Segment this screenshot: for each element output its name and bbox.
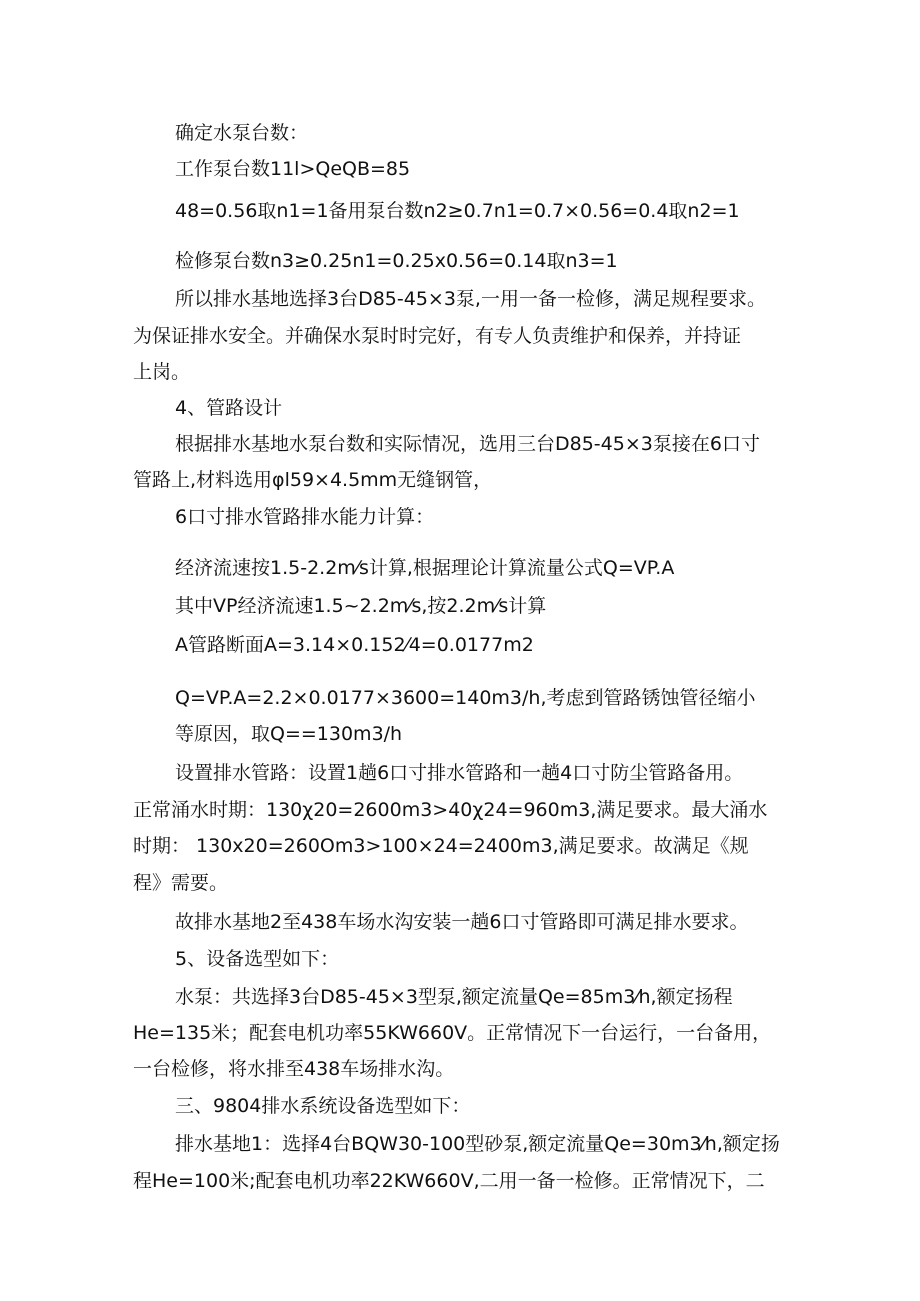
text-line: 正常涌水时期：130χ20=2600m3>40χ24=960m3,满足要求。最大涌水 bbox=[133, 799, 768, 821]
text-line: 检修泵台数n3≥0.25n1=0.25x0.56=0.14取n3=1 bbox=[175, 250, 618, 272]
text-line: 管路上,材料选用φl59×4.5mm无缝钢管， bbox=[133, 469, 493, 491]
text-line: 为保证排水安全。并确保水泵时时完好，有专人负责维护和保养，并持证 bbox=[133, 325, 742, 347]
text-line: 故排水基地2至438车场水沟安装一趟6口寸管路即可满足排水要求。 bbox=[175, 911, 749, 933]
text-line: 上岗。 bbox=[133, 361, 191, 383]
text-line: 工作泵台数11l>QeQB=85 bbox=[175, 158, 411, 180]
text-line: He=135米；配套电机功率55KW660V。正常情况下一台运行，一台备用， bbox=[133, 1022, 772, 1044]
text-line: 其中VP经济流速1.5~2.2m⁄s,按2.2m⁄s计算 bbox=[175, 595, 547, 617]
section-heading: 4、管路设计 bbox=[175, 397, 283, 419]
section-heading: 三、9804排水系统设备选型如下： bbox=[175, 1095, 471, 1117]
text-line: Q=VP.A=2.2×0.0177×3600=140m3/h,考虑到管路锈蚀管径缩小 bbox=[175, 687, 756, 709]
text-line: 等原因，取Q==130m3/h bbox=[175, 723, 403, 745]
text-line: 48=0.56取n1=1备用泵台数n2≥0.7n1=0.7×0.56=0.4取n2=1 bbox=[175, 200, 740, 222]
text-line: 水泵：共选择3台D85-45×3型泵,额定流量Qe=85m3⁄h,额定扬程 bbox=[175, 986, 733, 1008]
text-line: 设置排水管路：设置1趟6口寸排水管路和一趟4口寸防尘管路备用。 bbox=[175, 762, 744, 784]
text-line: 排水基地1：选择4台BQW30-100型砂泵,额定流量Qe=30m3⁄h,额定扬 bbox=[175, 1133, 780, 1155]
text-line: 一台检修，将水排至438车场排水沟。 bbox=[133, 1058, 455, 1080]
section-heading: 5、设备选型如下： bbox=[175, 948, 340, 970]
text-line: 确定水泵台数： bbox=[175, 122, 309, 144]
text-line: 程He=100米;配套电机功率22KW660V,二用一备一检修。正常情况下，二 bbox=[133, 1170, 765, 1192]
text-line: A管路断面A=3.14×0.152⁄4=0.0177m2 bbox=[175, 634, 534, 656]
text-line: 6口寸排水管路排水能力计算： bbox=[175, 506, 435, 528]
text-line: 程》需要。 bbox=[133, 872, 229, 894]
text-line: 根据排水基地水泵台数和实际情况，选用三台D85-45×3泵接在6口寸 bbox=[175, 433, 760, 455]
text-line: 时期： 130x20=260Om3>100×24=2400m3,满足要求。故满足《规 bbox=[133, 835, 749, 857]
text-line: 所以排水基地选择3台D85-45×3泵,一用一备一检修，满足规程要求。 bbox=[175, 288, 766, 310]
text-line: 经济流速按1.5-2.2m⁄s计算,根据理论计算流量公式Q=VP.A bbox=[175, 557, 675, 579]
